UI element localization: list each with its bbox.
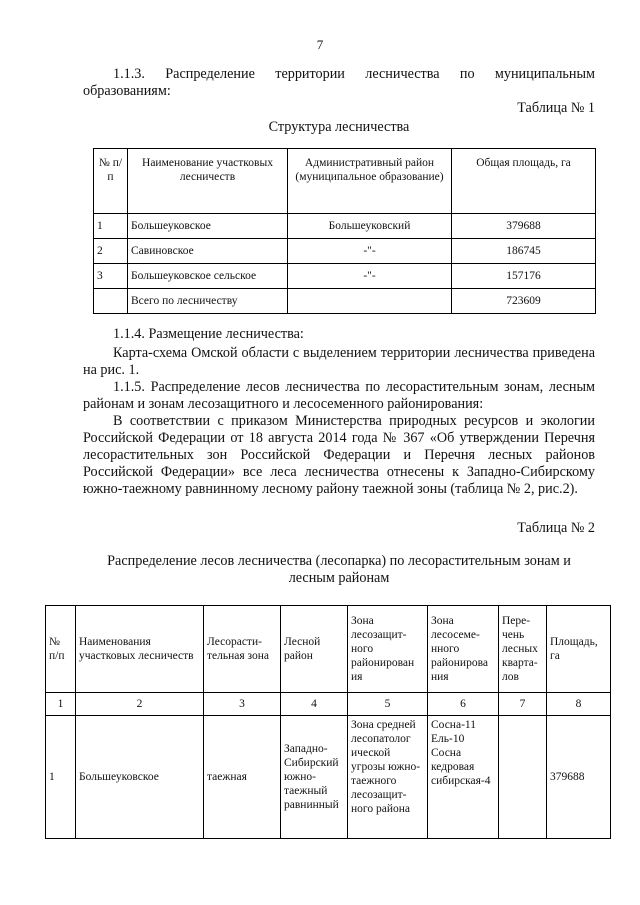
table-cell: 2 bbox=[76, 693, 204, 716]
table-cell: таежная bbox=[204, 716, 281, 839]
table-cell: 3 bbox=[204, 693, 281, 716]
table-cell: 1 bbox=[46, 716, 76, 839]
table-cell bbox=[288, 289, 452, 314]
table-cell: -"- bbox=[288, 264, 452, 289]
table-cell: 2 bbox=[94, 239, 128, 264]
table-cell bbox=[499, 716, 547, 839]
table-header-cell: № п/п bbox=[46, 606, 76, 693]
table-cell: Большеуковский bbox=[288, 214, 452, 239]
table-header-cell: Общая площадь, га bbox=[452, 149, 596, 214]
table-cell: Большеуковское bbox=[128, 214, 288, 239]
table-column-numbers-row bbox=[46, 693, 611, 716]
table-cell: 186745 bbox=[452, 239, 596, 264]
table-forest-zones bbox=[45, 605, 611, 839]
section-1-1-4: 1.1.4. Размещение лесничества: bbox=[113, 326, 304, 342]
table-cell: 723609 bbox=[452, 289, 596, 314]
table-cell: 7 bbox=[499, 693, 547, 716]
table-cell: 5 bbox=[348, 693, 428, 716]
table-cell: Всего по лесничеству bbox=[128, 289, 288, 314]
table-header-cell: Наименование участковых лесничеств bbox=[128, 149, 288, 214]
table1-label: Таблица № 1 bbox=[517, 100, 595, 116]
table-cell: 3 bbox=[94, 264, 128, 289]
table-cell bbox=[94, 289, 128, 314]
table-cell: 4 bbox=[281, 693, 348, 716]
table-cell: Большеуковское сельское bbox=[128, 264, 288, 289]
page-number: 7 bbox=[316, 37, 324, 52]
table-cell: 8 bbox=[547, 693, 611, 716]
table-row bbox=[94, 239, 596, 264]
table-cell: 1 bbox=[46, 693, 76, 716]
table-header-cell: Зона лесозащит-ного районирован ия bbox=[348, 606, 428, 693]
table-header-row bbox=[46, 606, 611, 693]
table-total-row bbox=[94, 289, 596, 314]
table2-label: Таблица № 2 bbox=[517, 520, 595, 536]
table-header-cell: Лесорасти-тельная зона bbox=[204, 606, 281, 693]
table-cell: 6 bbox=[428, 693, 499, 716]
paragraph-order: В соответствии с приказом Министерства природных ресурсов и экологии Российской Федерации от 18 августа 2014 года № 367 «Об утверждении Перечня лесорастительных зон Российской Федерации и Перечня лесных районов Российской Федерации» все леса лесничества отнесены к Западно-Сибирскому южно-таежному равнинному лесному району таежной зоны (таблица № 2, рис.2). bbox=[83, 413, 595, 497]
table-cell: Западно-Сибирский южно-таежный равнинный bbox=[281, 716, 348, 839]
table-row bbox=[94, 214, 596, 239]
paragraph-map: Карта-схема Омской области с выделением территории лесничества приведена на рис. 1. bbox=[83, 345, 595, 378]
table-header-cell: Площадь, га bbox=[547, 606, 611, 693]
table-cell: -"- bbox=[288, 239, 452, 264]
table1-title: Структура лесничества bbox=[268, 119, 410, 135]
table-row bbox=[46, 716, 611, 839]
table-row bbox=[94, 264, 596, 289]
table-cell: 157176 bbox=[452, 264, 596, 289]
table2-title: Распределение лесов лесничества (лесопарка) по лесорастительным зонам и лесным районам bbox=[107, 553, 571, 586]
table-header-row bbox=[94, 149, 596, 214]
section-1-1-5: 1.1.5. Распределение лесов лесничества по лесорастительным зонам, лесным районам и зонам лесозащитного и лесосеменного районирования: bbox=[83, 379, 595, 412]
section-1-1-3: 1.1.3. Распределение территории лесничества по муниципальным образованиям: bbox=[83, 66, 595, 99]
table-cell: 379688 bbox=[452, 214, 596, 239]
table-cell: Большеуковское bbox=[76, 716, 204, 839]
table-header-cell: Лесной район bbox=[281, 606, 348, 693]
table-cell: Сосна-11 Ель-10 Сосна кедровая сибирская-4 bbox=[428, 716, 499, 839]
table-structure bbox=[93, 148, 596, 314]
table-header-cell: Зона лесосеме-нного районирова ния bbox=[428, 606, 499, 693]
table-header-cell: № п/п bbox=[94, 149, 128, 214]
table-header-cell: Пере-чень лесных кварта-лов bbox=[499, 606, 547, 693]
table-cell: 1 bbox=[94, 214, 128, 239]
table-cell: Зона средней лесопатолог ической угрозы южно-таежного лесозащит-ного района bbox=[348, 716, 428, 839]
table-cell: Савиновское bbox=[128, 239, 288, 264]
table-header-cell: Наименования участковых лесничеств bbox=[76, 606, 204, 693]
table-cell: 379688 bbox=[547, 716, 611, 839]
table-header-cell: Административный район (муниципальное образование) bbox=[288, 149, 452, 214]
